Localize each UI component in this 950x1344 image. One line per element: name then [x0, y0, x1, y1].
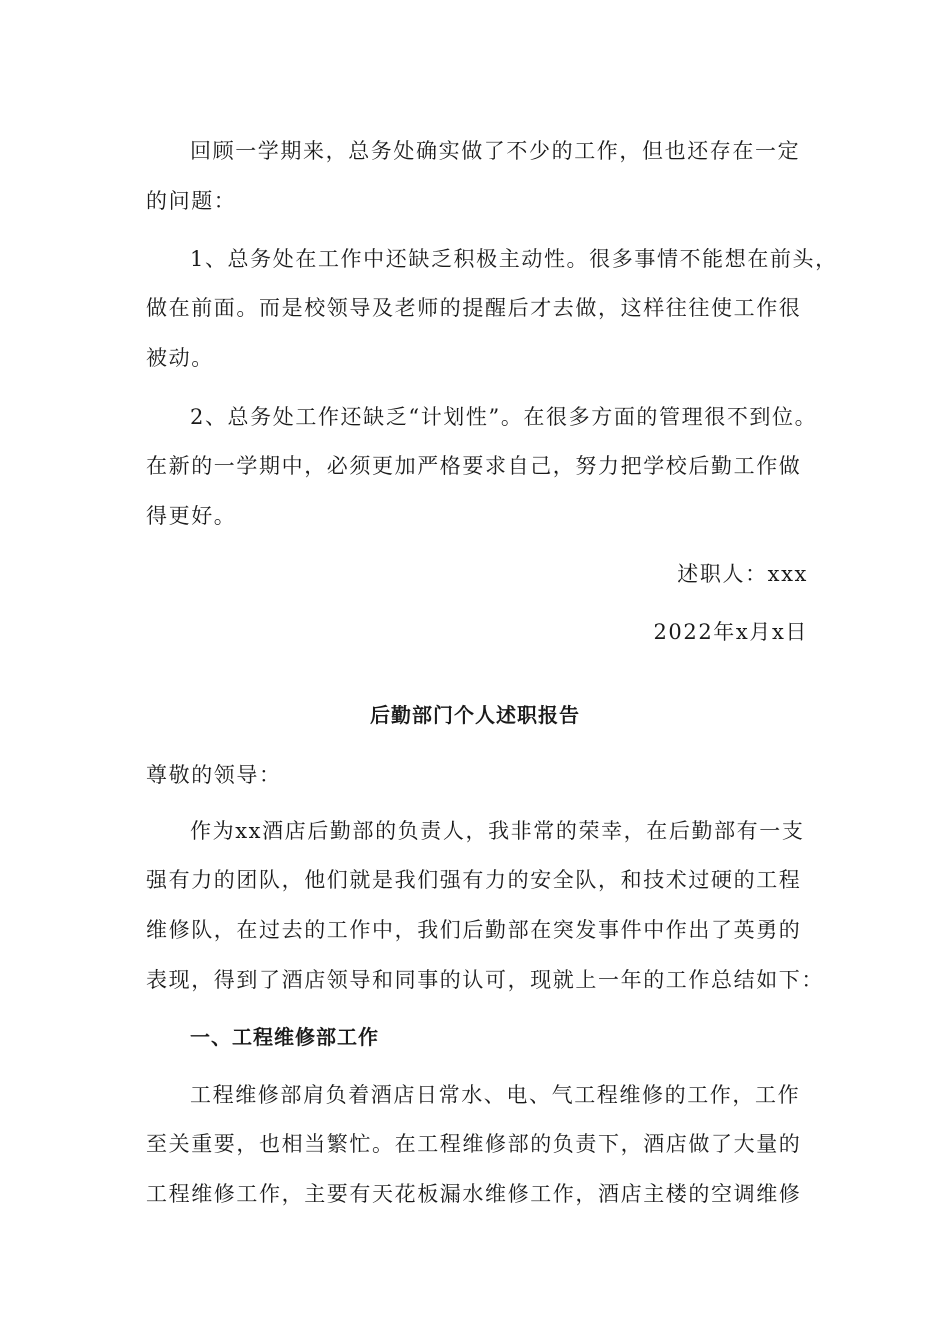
paragraph-line: 得更好。	[146, 504, 237, 528]
paragraph-line: 2、总务处工作还缺乏“计划性”。在很多方面的管理很不到位。	[190, 405, 818, 429]
paragraph-line: 维修队，在过去的工作中，我们后勤部在突发事件中作出了英勇的	[146, 918, 802, 942]
paragraph-line: 回顾一学期来，总务处确实做了不少的工作，但也还存在一定	[190, 139, 801, 163]
paragraph-line: 在新的一学期中，必须更加严格要求自己，努力把学校后勤工作做	[146, 454, 802, 478]
salutation: 尊敬的领导：	[146, 763, 282, 787]
paragraph-line: 强有力的团队，他们就是我们强有力的安全队，和技术过硬的工程	[146, 868, 802, 892]
report-title: 后勤部门个人述职报告	[370, 703, 580, 727]
paragraph-line: 被动。	[146, 346, 214, 370]
paragraph-line: 工程维修工作，主要有天花板漏水维修工作，酒店主楼的空调维修	[146, 1182, 802, 1206]
paragraph-line: 工程维修部肩负着酒店日常水、电、气工程维修的工作，工作	[190, 1083, 801, 1107]
paragraph-line: 表现，得到了酒店领导和同事的认可，现就上一年的工作总结如下：	[146, 968, 824, 992]
signature-line: 述职人：xxx	[677, 562, 808, 586]
section-heading: 一、工程维修部工作	[190, 1025, 379, 1049]
paragraph-line: 至关重要，也相当繁忙。在工程维修部的负责下，酒店做了大量的	[146, 1132, 802, 1156]
paragraph-line: 的问题：	[146, 189, 237, 213]
paragraph-line: 1、总务处在工作中还缺乏积极主动性。很多事情不能想在前头，	[190, 247, 838, 271]
date-line: 2022年x月x日	[653, 620, 808, 644]
paragraph-line: 作为xx酒店后勤部的负责人，我非常的荣幸，在后勤部有一支	[190, 819, 805, 843]
paragraph-line: 做在前面。而是校领导及老师的提醒后才去做，这样往往使工作很	[146, 296, 802, 320]
